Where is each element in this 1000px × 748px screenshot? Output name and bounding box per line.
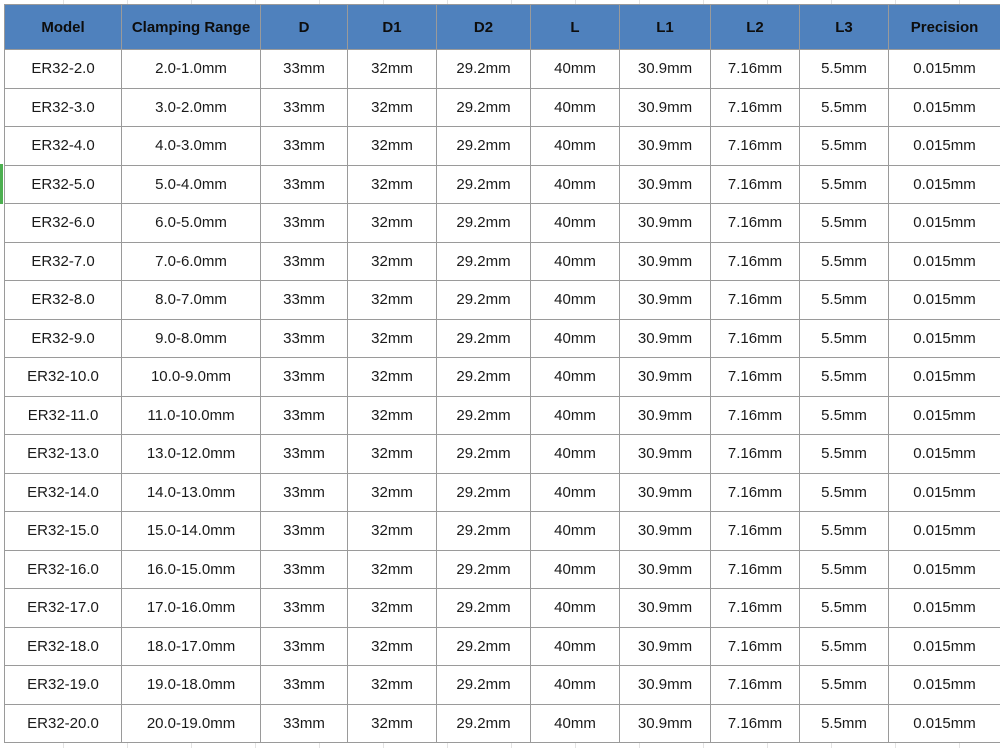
cell-d[interactable]: 33mm bbox=[261, 242, 348, 281]
cell-l3[interactable]: 5.5mm bbox=[800, 589, 889, 628]
cell-l2[interactable]: 7.16mm bbox=[711, 512, 800, 551]
cell-model[interactable]: ER32-13.0 bbox=[5, 435, 122, 474]
cell-model[interactable]: ER32-9.0 bbox=[5, 319, 122, 358]
cell-d[interactable]: 33mm bbox=[261, 435, 348, 474]
cell-l1[interactable]: 30.9mm bbox=[620, 704, 711, 743]
cell-l1[interactable]: 30.9mm bbox=[620, 281, 711, 320]
table-row bbox=[5, 165, 1000, 204]
cell-model[interactable]: ER32-14.0 bbox=[5, 473, 122, 512]
cell-l1[interactable]: 30.9mm bbox=[620, 396, 711, 435]
cell-precision[interactable]: 0.015mm bbox=[889, 550, 1000, 589]
cell-clamping-range[interactable]: 5.0-4.0mm bbox=[122, 165, 261, 204]
cell-l3[interactable]: 5.5mm bbox=[800, 473, 889, 512]
cell-l2[interactable]: 7.16mm bbox=[711, 165, 800, 204]
cell-clamping-range[interactable]: 7.0-6.0mm bbox=[122, 242, 261, 281]
cell-l[interactable]: 40mm bbox=[531, 435, 620, 474]
cell-model[interactable]: ER32-17.0 bbox=[5, 589, 122, 628]
cell-precision[interactable]: 0.015mm bbox=[889, 704, 1000, 743]
cell-clamping-range[interactable]: 18.0-17.0mm bbox=[122, 627, 261, 666]
column-header-l[interactable]: L bbox=[531, 5, 620, 50]
cell-l1[interactable]: 30.9mm bbox=[620, 127, 711, 166]
cell-d[interactable]: 33mm bbox=[261, 88, 348, 127]
cell-l3[interactable]: 5.5mm bbox=[800, 165, 889, 204]
cell-model[interactable]: ER32-6.0 bbox=[5, 204, 122, 243]
cell-d[interactable]: 33mm bbox=[261, 666, 348, 705]
table-row bbox=[5, 435, 1000, 474]
cell-model[interactable]: ER32-19.0 bbox=[5, 666, 122, 705]
cell-d1[interactable]: 32mm bbox=[348, 627, 437, 666]
cell-clamping-range[interactable]: 2.0-1.0mm bbox=[122, 50, 261, 89]
cell-l[interactable]: 40mm bbox=[531, 627, 620, 666]
cell-l1[interactable]: 30.9mm bbox=[620, 165, 711, 204]
column-header-clamping-range[interactable]: Clamping Range bbox=[122, 5, 261, 50]
column-header-l2[interactable]: L2 bbox=[711, 5, 800, 50]
cell-l3[interactable]: 5.5mm bbox=[800, 281, 889, 320]
cell-d2[interactable]: 29.2mm bbox=[437, 512, 531, 551]
cell-l[interactable]: 40mm bbox=[531, 396, 620, 435]
cell-l3[interactable]: 5.5mm bbox=[800, 666, 889, 705]
cell-l2[interactable]: 7.16mm bbox=[711, 127, 800, 166]
cell-d2[interactable]: 29.2mm bbox=[437, 204, 531, 243]
cell-d[interactable]: 33mm bbox=[261, 589, 348, 628]
cell-l[interactable]: 40mm bbox=[531, 242, 620, 281]
cell-l[interactable]: 40mm bbox=[531, 165, 620, 204]
cell-d2[interactable]: 29.2mm bbox=[437, 127, 531, 166]
cell-l2[interactable]: 7.16mm bbox=[711, 435, 800, 474]
cell-precision[interactable]: 0.015mm bbox=[889, 666, 1000, 705]
cell-precision[interactable]: 0.015mm bbox=[889, 627, 1000, 666]
cell-l1[interactable]: 30.9mm bbox=[620, 435, 711, 474]
cell-d1[interactable]: 32mm bbox=[348, 358, 437, 397]
cell-l3[interactable]: 5.5mm bbox=[800, 242, 889, 281]
cell-d1[interactable]: 32mm bbox=[348, 127, 437, 166]
cell-l1[interactable]: 30.9mm bbox=[620, 589, 711, 628]
cell-d[interactable]: 33mm bbox=[261, 550, 348, 589]
column-header-d[interactable]: D bbox=[261, 5, 348, 50]
cell-d[interactable]: 33mm bbox=[261, 281, 348, 320]
table-row bbox=[5, 550, 1000, 589]
cell-precision[interactable]: 0.015mm bbox=[889, 165, 1000, 204]
cell-d1[interactable]: 32mm bbox=[348, 50, 437, 89]
cell-l2[interactable]: 7.16mm bbox=[711, 204, 800, 243]
cell-precision[interactable]: 0.015mm bbox=[889, 435, 1000, 474]
cell-l[interactable]: 40mm bbox=[531, 127, 620, 166]
cell-l2[interactable]: 7.16mm bbox=[711, 627, 800, 666]
cell-l2[interactable]: 7.16mm bbox=[711, 396, 800, 435]
cell-clamping-range[interactable]: 3.0-2.0mm bbox=[122, 88, 261, 127]
cell-l1[interactable]: 30.9mm bbox=[620, 627, 711, 666]
cell-model[interactable]: ER32-20.0 bbox=[5, 704, 122, 743]
cell-l[interactable]: 40mm bbox=[531, 550, 620, 589]
cell-l1[interactable]: 30.9mm bbox=[620, 512, 711, 551]
cell-d[interactable]: 33mm bbox=[261, 512, 348, 551]
cell-d2[interactable]: 29.2mm bbox=[437, 627, 531, 666]
cell-d1[interactable]: 32mm bbox=[348, 666, 437, 705]
table-body bbox=[5, 50, 1000, 743]
cell-clamping-range[interactable]: 10.0-9.0mm bbox=[122, 358, 261, 397]
cell-model[interactable]: ER32-18.0 bbox=[5, 627, 122, 666]
table-row bbox=[5, 127, 1000, 166]
cell-clamping-range[interactable]: 17.0-16.0mm bbox=[122, 589, 261, 628]
table-row bbox=[5, 589, 1000, 628]
cell-precision[interactable]: 0.015mm bbox=[889, 50, 1000, 89]
table-row bbox=[5, 627, 1000, 666]
cell-d1[interactable]: 32mm bbox=[348, 512, 437, 551]
cell-d[interactable]: 33mm bbox=[261, 204, 348, 243]
cell-l[interactable]: 40mm bbox=[531, 589, 620, 628]
cell-clamping-range[interactable]: 15.0-14.0mm bbox=[122, 512, 261, 551]
cell-d1[interactable]: 32mm bbox=[348, 396, 437, 435]
cell-d2[interactable]: 29.2mm bbox=[437, 589, 531, 628]
cell-d2[interactable]: 29.2mm bbox=[437, 396, 531, 435]
cell-d1[interactable]: 32mm bbox=[348, 242, 437, 281]
cell-model[interactable]: ER32-7.0 bbox=[5, 242, 122, 281]
cell-precision[interactable]: 0.015mm bbox=[889, 358, 1000, 397]
cell-l1[interactable]: 30.9mm bbox=[620, 666, 711, 705]
table-row bbox=[5, 473, 1000, 512]
cell-l3[interactable]: 5.5mm bbox=[800, 435, 889, 474]
cell-precision[interactable]: 0.015mm bbox=[889, 204, 1000, 243]
row-selection-marker bbox=[0, 164, 3, 204]
cell-d1[interactable]: 32mm bbox=[348, 550, 437, 589]
cell-precision[interactable]: 0.015mm bbox=[889, 396, 1000, 435]
cell-l[interactable]: 40mm bbox=[531, 50, 620, 89]
cell-d2[interactable]: 29.2mm bbox=[437, 666, 531, 705]
column-header-l3[interactable]: L3 bbox=[800, 5, 889, 50]
cell-model[interactable]: ER32-16.0 bbox=[5, 550, 122, 589]
cell-clamping-range[interactable]: 14.0-13.0mm bbox=[122, 473, 261, 512]
table-row bbox=[5, 704, 1000, 743]
cell-l[interactable]: 40mm bbox=[531, 88, 620, 127]
cell-l1[interactable]: 30.9mm bbox=[620, 88, 711, 127]
cell-d[interactable]: 33mm bbox=[261, 319, 348, 358]
cell-model[interactable]: ER32-15.0 bbox=[5, 512, 122, 551]
cell-precision[interactable]: 0.015mm bbox=[889, 589, 1000, 628]
cell-l1[interactable]: 30.9mm bbox=[620, 358, 711, 397]
cell-precision[interactable]: 0.015mm bbox=[889, 88, 1000, 127]
cell-model[interactable]: ER32-3.0 bbox=[5, 88, 122, 127]
table-row bbox=[5, 319, 1000, 358]
cell-d[interactable]: 33mm bbox=[261, 704, 348, 743]
collet-spec-table bbox=[4, 4, 1000, 743]
table-row bbox=[5, 242, 1000, 281]
cell-d2[interactable]: 29.2mm bbox=[437, 473, 531, 512]
cell-d[interactable]: 33mm bbox=[261, 627, 348, 666]
cell-d1[interactable]: 32mm bbox=[348, 435, 437, 474]
cell-l3[interactable]: 5.5mm bbox=[800, 704, 889, 743]
cell-l3[interactable]: 5.5mm bbox=[800, 550, 889, 589]
cell-precision[interactable]: 0.015mm bbox=[889, 473, 1000, 512]
cell-l2[interactable]: 7.16mm bbox=[711, 281, 800, 320]
table-row bbox=[5, 88, 1000, 127]
cell-model[interactable]: ER32-11.0 bbox=[5, 396, 122, 435]
cell-l3[interactable]: 5.5mm bbox=[800, 50, 889, 89]
cell-model[interactable]: ER32-10.0 bbox=[5, 358, 122, 397]
cell-clamping-range[interactable]: 6.0-5.0mm bbox=[122, 204, 261, 243]
cell-precision[interactable]: 0.015mm bbox=[889, 242, 1000, 281]
cell-d1[interactable]: 32mm bbox=[348, 281, 437, 320]
cell-clamping-range[interactable]: 16.0-15.0mm bbox=[122, 550, 261, 589]
column-header-l1[interactable]: L1 bbox=[620, 5, 711, 50]
cell-d[interactable]: 33mm bbox=[261, 165, 348, 204]
cell-clamping-range[interactable]: 20.0-19.0mm bbox=[122, 704, 261, 743]
cell-d1[interactable]: 32mm bbox=[348, 204, 437, 243]
cell-l2[interactable]: 7.16mm bbox=[711, 589, 800, 628]
cell-d1[interactable]: 32mm bbox=[348, 589, 437, 628]
cell-precision[interactable]: 0.015mm bbox=[889, 127, 1000, 166]
cell-precision[interactable]: 0.015mm bbox=[889, 281, 1000, 320]
cell-d2[interactable]: 29.2mm bbox=[437, 550, 531, 589]
cell-d[interactable]: 33mm bbox=[261, 396, 348, 435]
cell-l3[interactable]: 5.5mm bbox=[800, 358, 889, 397]
cell-d[interactable]: 33mm bbox=[261, 358, 348, 397]
column-header-d1[interactable]: D1 bbox=[348, 5, 437, 50]
cell-d1[interactable]: 32mm bbox=[348, 319, 437, 358]
cell-l1[interactable]: 30.9mm bbox=[620, 473, 711, 512]
cell-model[interactable]: ER32-4.0 bbox=[5, 127, 122, 166]
column-header-d2[interactable]: D2 bbox=[437, 5, 531, 50]
cell-d[interactable]: 33mm bbox=[261, 127, 348, 166]
cell-l[interactable]: 40mm bbox=[531, 666, 620, 705]
table-row bbox=[5, 358, 1000, 397]
cell-model[interactable]: ER32-5.0 bbox=[5, 165, 122, 204]
header-row bbox=[5, 5, 1000, 50]
cell-clamping-range[interactable]: 11.0-10.0mm bbox=[122, 396, 261, 435]
cell-l2[interactable]: 7.16mm bbox=[711, 473, 800, 512]
table-row bbox=[5, 396, 1000, 435]
cell-d2[interactable]: 29.2mm bbox=[437, 281, 531, 320]
cell-d2[interactable]: 29.2mm bbox=[437, 358, 531, 397]
cell-d2[interactable]: 29.2mm bbox=[437, 165, 531, 204]
cell-l[interactable]: 40mm bbox=[531, 319, 620, 358]
cell-l2[interactable]: 7.16mm bbox=[711, 358, 800, 397]
cell-l1[interactable]: 30.9mm bbox=[620, 550, 711, 589]
column-header-precision[interactable]: Precision bbox=[889, 5, 1000, 50]
table-row bbox=[5, 512, 1000, 551]
cell-l1[interactable]: 30.9mm bbox=[620, 50, 711, 89]
cell-l2[interactable]: 7.16mm bbox=[711, 242, 800, 281]
cell-l[interactable]: 40mm bbox=[531, 204, 620, 243]
cell-l2[interactable]: 7.16mm bbox=[711, 704, 800, 743]
cell-l[interactable]: 40mm bbox=[531, 281, 620, 320]
cell-clamping-range[interactable]: 19.0-18.0mm bbox=[122, 666, 261, 705]
cell-l3[interactable]: 5.5mm bbox=[800, 396, 889, 435]
cell-l[interactable]: 40mm bbox=[531, 512, 620, 551]
cell-l3[interactable]: 5.5mm bbox=[800, 127, 889, 166]
column-header-model[interactable]: Model bbox=[5, 5, 122, 50]
cell-model[interactable]: ER32-2.0 bbox=[5, 50, 122, 89]
cell-l2[interactable]: 7.16mm bbox=[711, 88, 800, 127]
cell-l[interactable]: 40mm bbox=[531, 358, 620, 397]
cell-clamping-range[interactable]: 13.0-12.0mm bbox=[122, 435, 261, 474]
cell-d2[interactable]: 29.2mm bbox=[437, 242, 531, 281]
cell-d[interactable]: 33mm bbox=[261, 473, 348, 512]
cell-clamping-range[interactable]: 4.0-3.0mm bbox=[122, 127, 261, 166]
cell-d2[interactable]: 29.2mm bbox=[437, 88, 531, 127]
cell-l[interactable]: 40mm bbox=[531, 473, 620, 512]
cell-l1[interactable]: 30.9mm bbox=[620, 204, 711, 243]
cell-l2[interactable]: 7.16mm bbox=[711, 50, 800, 89]
cell-d1[interactable]: 32mm bbox=[348, 88, 437, 127]
cell-d2[interactable]: 29.2mm bbox=[437, 50, 531, 89]
cell-clamping-range[interactable]: 9.0-8.0mm bbox=[122, 319, 261, 358]
cell-clamping-range[interactable]: 8.0-7.0mm bbox=[122, 281, 261, 320]
cell-precision[interactable]: 0.015mm bbox=[889, 319, 1000, 358]
cell-d1[interactable]: 32mm bbox=[348, 165, 437, 204]
table-row bbox=[5, 204, 1000, 243]
cell-d2[interactable]: 29.2mm bbox=[437, 319, 531, 358]
cell-d1[interactable]: 32mm bbox=[348, 704, 437, 743]
cell-precision[interactable]: 0.015mm bbox=[889, 512, 1000, 551]
table-row bbox=[5, 50, 1000, 89]
cell-l2[interactable]: 7.16mm bbox=[711, 319, 800, 358]
cell-l3[interactable]: 5.5mm bbox=[800, 319, 889, 358]
cell-l3[interactable]: 5.5mm bbox=[800, 512, 889, 551]
cell-l3[interactable]: 5.5mm bbox=[800, 204, 889, 243]
cell-l1[interactable]: 30.9mm bbox=[620, 242, 711, 281]
cell-d2[interactable]: 29.2mm bbox=[437, 704, 531, 743]
cell-d2[interactable]: 29.2mm bbox=[437, 435, 531, 474]
table-row bbox=[5, 281, 1000, 320]
cell-l3[interactable]: 5.5mm bbox=[800, 627, 889, 666]
cell-d1[interactable]: 32mm bbox=[348, 473, 437, 512]
table-row bbox=[5, 666, 1000, 705]
cell-model[interactable]: ER32-8.0 bbox=[5, 281, 122, 320]
cell-d[interactable]: 33mm bbox=[261, 50, 348, 89]
cell-l[interactable]: 40mm bbox=[531, 704, 620, 743]
cell-l3[interactable]: 5.5mm bbox=[800, 88, 889, 127]
cell-l1[interactable]: 30.9mm bbox=[620, 319, 711, 358]
cell-l2[interactable]: 7.16mm bbox=[711, 666, 800, 705]
cell-l2[interactable]: 7.16mm bbox=[711, 550, 800, 589]
